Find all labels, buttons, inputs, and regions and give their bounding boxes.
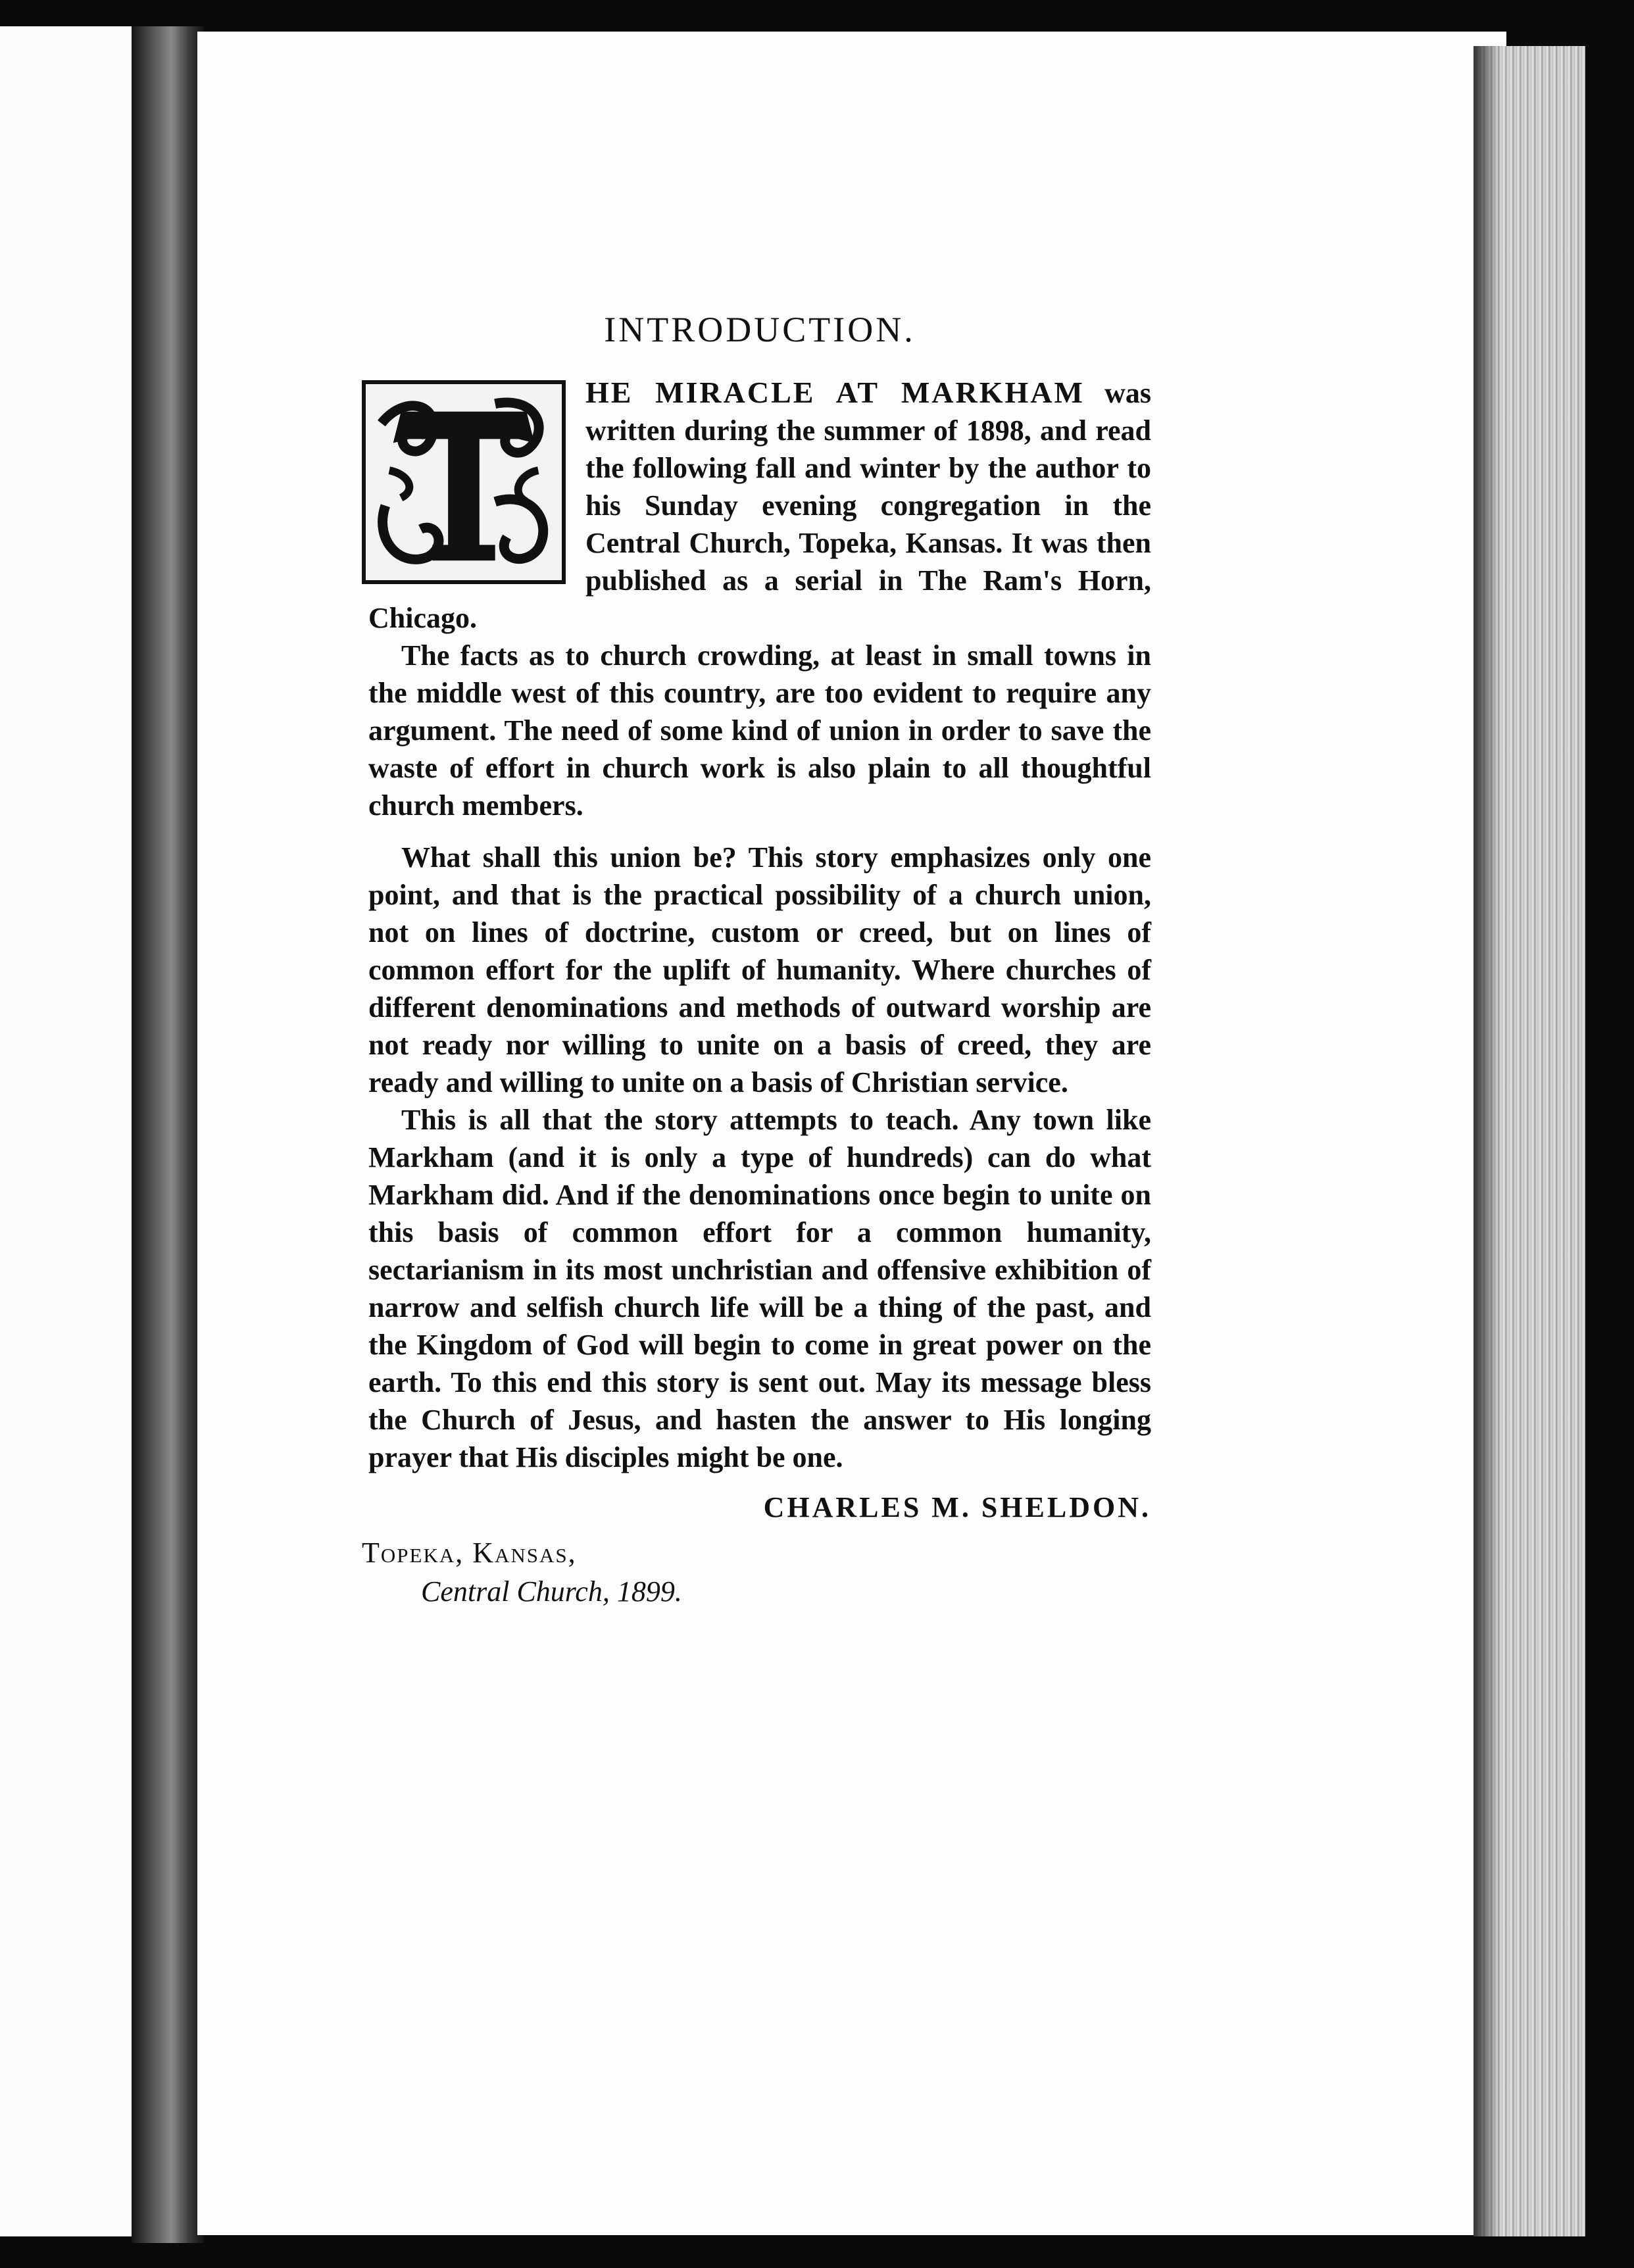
page-heading: INTRODUCTION. bbox=[604, 310, 916, 349]
paragraph-1-text: was written during the summer of 1898, and read the following fall and winter by the author to his Sunday evening congregation in the Central Church, Topeka, Kansas. It was then published as a serial in The Ram's Horn, Chicago. bbox=[368, 377, 1151, 634]
book-gutter bbox=[132, 26, 204, 2243]
lead-text: HE MIRACLE AT MARKHAM bbox=[585, 376, 1085, 409]
author-signature: CHARLES M. SHELDON. bbox=[763, 1491, 1151, 1523]
dropcap-ornament-icon bbox=[366, 384, 562, 580]
introduction-body bbox=[368, 374, 1151, 1476]
paragraph-3: What shall this union be? This story emphasizes only one point, and that is the practical possibility of a church union, not on lines of doctrine, custom or creed, but on lines of common effort for the uplift of humanity. Where churches of different denominations and methods of outward worship are not ready nor willing to unite on a basis of creed, they are ready and willing to unite on a basis of Christian service. bbox=[368, 841, 1151, 1098]
paragraph-2: The facts as to church crowding, at least in small towns in the middle west of this country, are too evident to require any argument. The need of some kind of union in order to save the waste of effort in church work is also plain to all thoughtful church members. bbox=[368, 639, 1151, 822]
place-line: Topeka, Kansas, bbox=[362, 1537, 577, 1569]
page-stack-shadow bbox=[1473, 46, 1500, 2236]
previous-page-edge bbox=[0, 26, 132, 2236]
ornamental-dropcap bbox=[362, 380, 566, 584]
page-content bbox=[362, 309, 1151, 1608]
date-line: Central Church, 1899. bbox=[421, 1575, 682, 1608]
paragraph-4: This is all that the story attempts to teach. Any town like Markham (and it is only a type of hundreds) can do what Markham did. And if the denominations once begin to unite on this basis of common effort for a common humanity, sectarianism in its most unchristian and offensive exhibition of narrow and selfish church life will be a thing of the past, and the Kingdom of God will begin to come in great power on the earth. To this end this story is sent out. May its message bless the Church of Jesus, and hasten the answer to His longing prayer that His disciples might be one. bbox=[368, 1104, 1151, 1473]
